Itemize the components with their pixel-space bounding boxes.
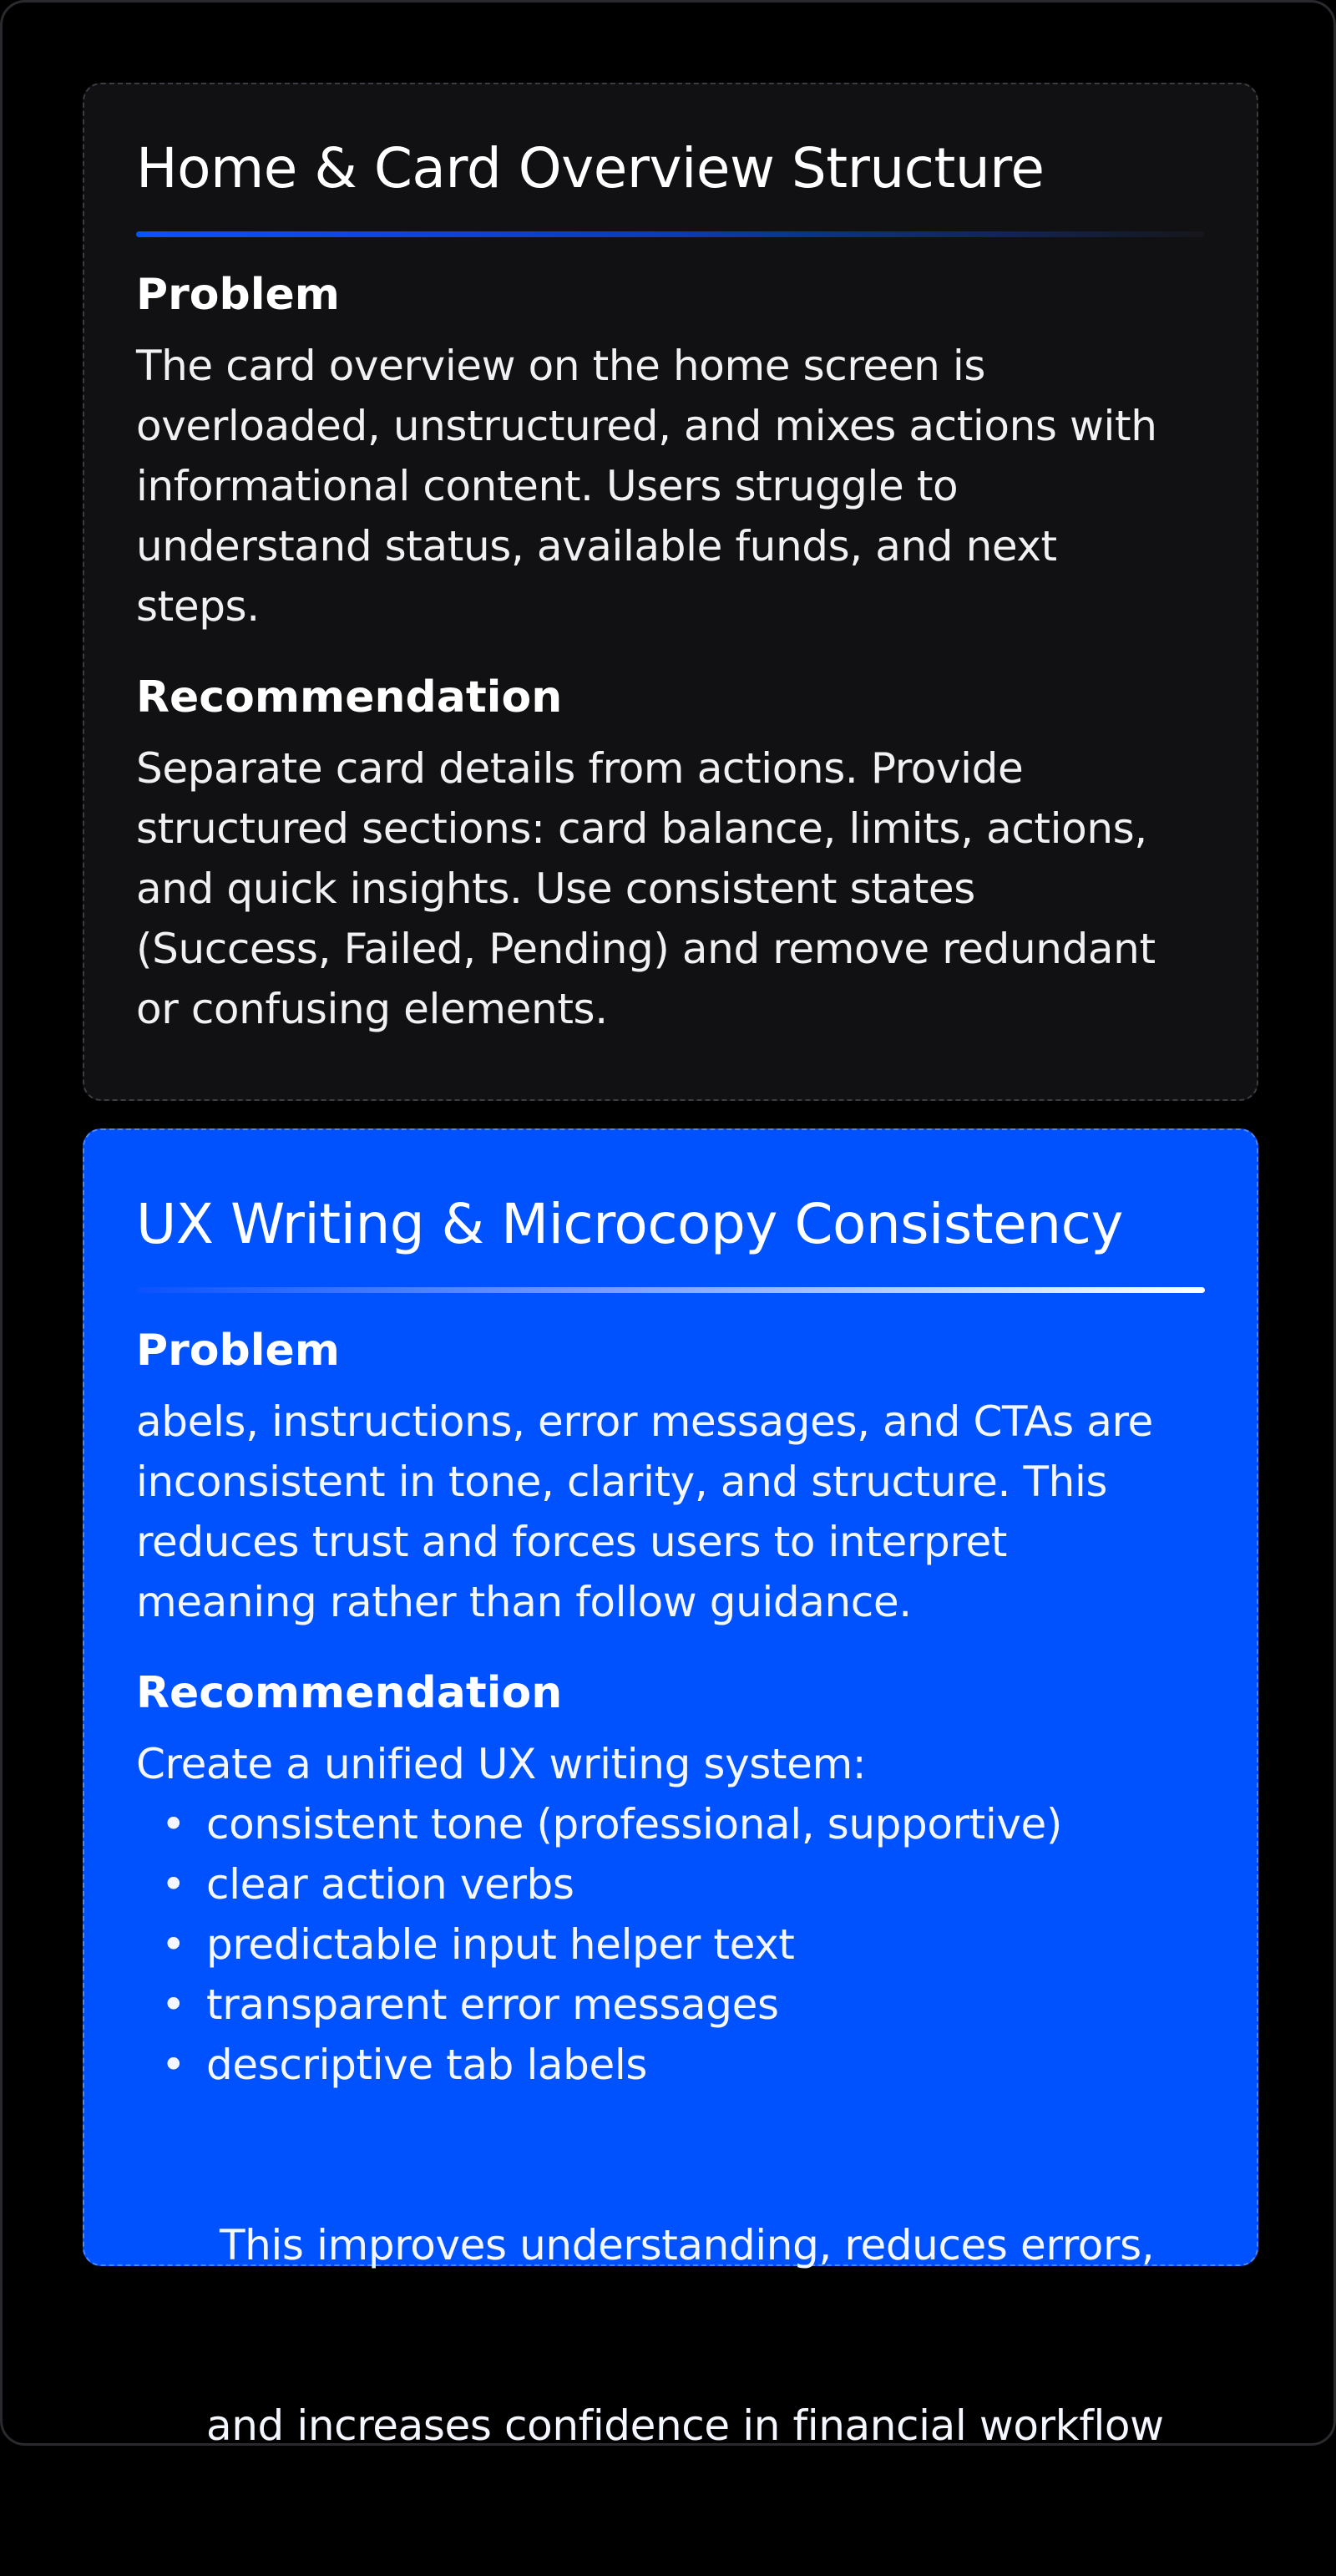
title-divider — [136, 1287, 1205, 1293]
title-divider — [136, 231, 1205, 237]
closing-line: This improves understanding, reduces errors, — [220, 2221, 1155, 2269]
recommendation-label: Recommendation — [136, 1668, 563, 1718]
card-home-overview — [83, 83, 1258, 1101]
problem-line: meaning rather than follow guidance. — [136, 1578, 912, 1626]
problem-line: informational content. Users struggle to — [136, 462, 959, 510]
list-item: • descriptive tab labels — [136, 2035, 1205, 2095]
problem-text — [136, 1392, 1205, 1632]
list-item: • clear action verbs — [136, 1854, 1205, 1914]
problem-label: Problem — [136, 1326, 340, 1376]
list-item: • consistent tone (professional, supportive) — [136, 1794, 1205, 1854]
list-item: • predictable input helper text — [136, 1914, 1205, 1975]
recommendation-line: or confusing elements. — [136, 985, 608, 1033]
recommendation-line: (Success, Failed, Pending) and remove redundant — [136, 925, 1156, 973]
problem-line: abels, instructions, error messages, and CTAs are — [136, 1397, 1153, 1446]
card-title: Home & Card Overview Structure — [136, 136, 1045, 200]
recommendation-label: Recommendation — [136, 672, 563, 723]
problem-line: inconsistent in tone, clarity, and structure. This — [136, 1458, 1108, 1506]
problem-line: The card overview on the home screen is — [136, 342, 986, 390]
recommendation-text — [136, 1734, 1205, 2576]
problem-label: Problem — [136, 270, 340, 320]
recommendation-line: and quick insights. Use consistent states — [136, 865, 975, 913]
list-item: • transparent error messages — [136, 1975, 1205, 2035]
closing-line: and increases confidence in financial workflow — [206, 2401, 1164, 2450]
card-ux-writing — [83, 1128, 1258, 2450]
recommendation-list — [136, 1794, 1205, 2095]
problem-line: reduces trust and forces users to interpret — [136, 1518, 1008, 1566]
problem-line: understand status, available funds, and next — [136, 522, 1057, 570]
card-title: UX Writing & Microcopy Consistency — [136, 1192, 1123, 1256]
recommendation-text — [136, 738, 1205, 1039]
recommendation-intro: Create a unified UX writing system: — [136, 1740, 867, 1788]
problem-line: overloaded, unstructured, and mixes actions with — [136, 402, 1157, 450]
recommendation-line: structured sections: card balance, limits, actions, — [136, 804, 1147, 853]
recommendation-closing — [136, 2095, 1205, 2576]
problem-line: steps. — [136, 582, 260, 631]
problem-text — [136, 336, 1205, 636]
recommendation-line: Separate card details from actions. Provide — [136, 744, 1024, 793]
